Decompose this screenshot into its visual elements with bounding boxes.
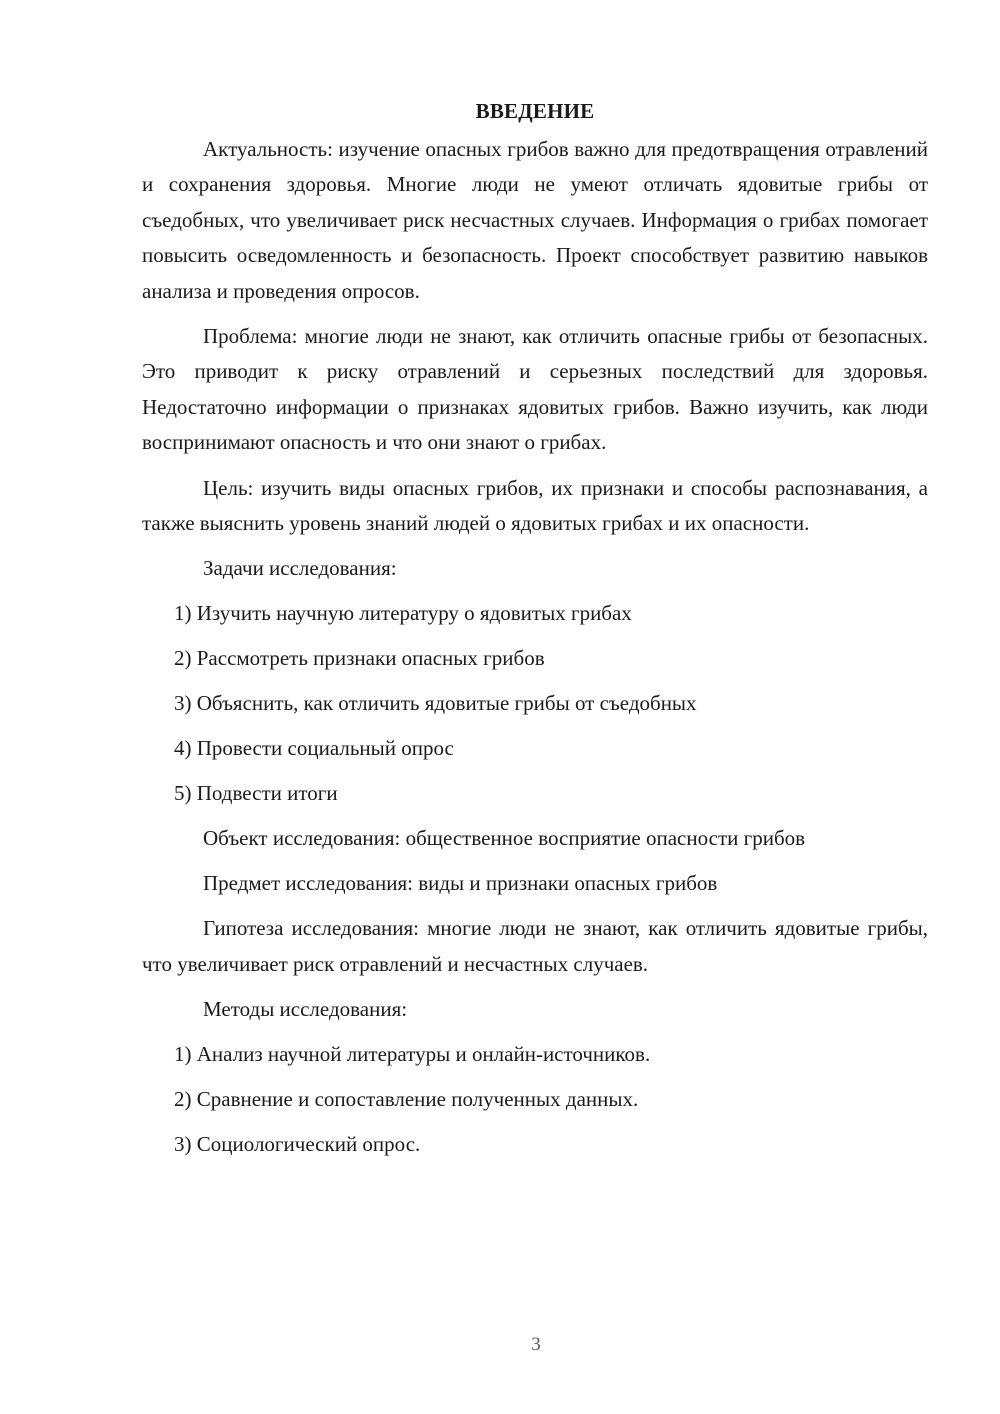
relevance-paragraph: Актуальность: изучение опасных грибов важно для предотвращения отравлений и сохранения здоровья. Многие люди не умеют отличать ядовитые грибы от съедобных, что увеличивает риск несчастных случаев. Информация о грибах помогает повысить осведомленность и безопасность. Проект способствует развитию навыков анализа и проведения опросов. <box>142 137 928 303</box>
research-object: Объект исследования: общественное восприятие опасности грибов <box>203 826 806 851</box>
section-heading: ВВЕДЕНИЕ <box>475 99 595 123</box>
method-item: 3) Социологический опрос. <box>174 1132 421 1157</box>
problem-paragraph: Проблема: многие люди не знают, как отличить опасные грибы от безопасных. Это приводит к риску отравлений и серьезных последствий для здоровья. Недостаточно информации о признаках ядовитых грибов. Важно изучить, как люди воспринимают опасность и что они знают о грибах. <box>142 324 928 455</box>
document-page <box>142 96 928 1172</box>
task-item: 3) Объяснить, как отличить ядовитые грибы от съедобных <box>174 691 697 716</box>
methods-title: Методы исследования: <box>203 997 408 1022</box>
task-item: 4) Провести социальный опрос <box>174 736 454 761</box>
goal-paragraph: Цель: изучить виды опасных грибов, их признаки и способы распознавания, а также выяснить уровень знаний людей о ядовитых грибах и их опасности. <box>142 475 928 536</box>
task-item: 5) Подвести итоги <box>174 781 338 806</box>
hypothesis-paragraph: Гипотеза исследования: многие люди не знают, как отличить ядовитые грибы, что увеличивает риск отравлений и несчастных случаев. <box>142 916 928 976</box>
research-subject: Предмет исследования: виды и признаки опасных грибов <box>203 871 718 896</box>
task-item: 1) Изучить научную литературу о ядовитых грибах <box>174 601 632 626</box>
method-item: 2) Сравнение и сопоставление полученных данных. <box>174 1087 639 1112</box>
tasks-title: Задачи исследования: <box>203 556 397 581</box>
page-number: 3 <box>531 1334 541 1355</box>
task-item: 2) Рассмотреть признаки опасных грибов <box>174 646 545 671</box>
method-item: 1) Анализ научной литературы и онлайн-источников. <box>174 1042 651 1067</box>
